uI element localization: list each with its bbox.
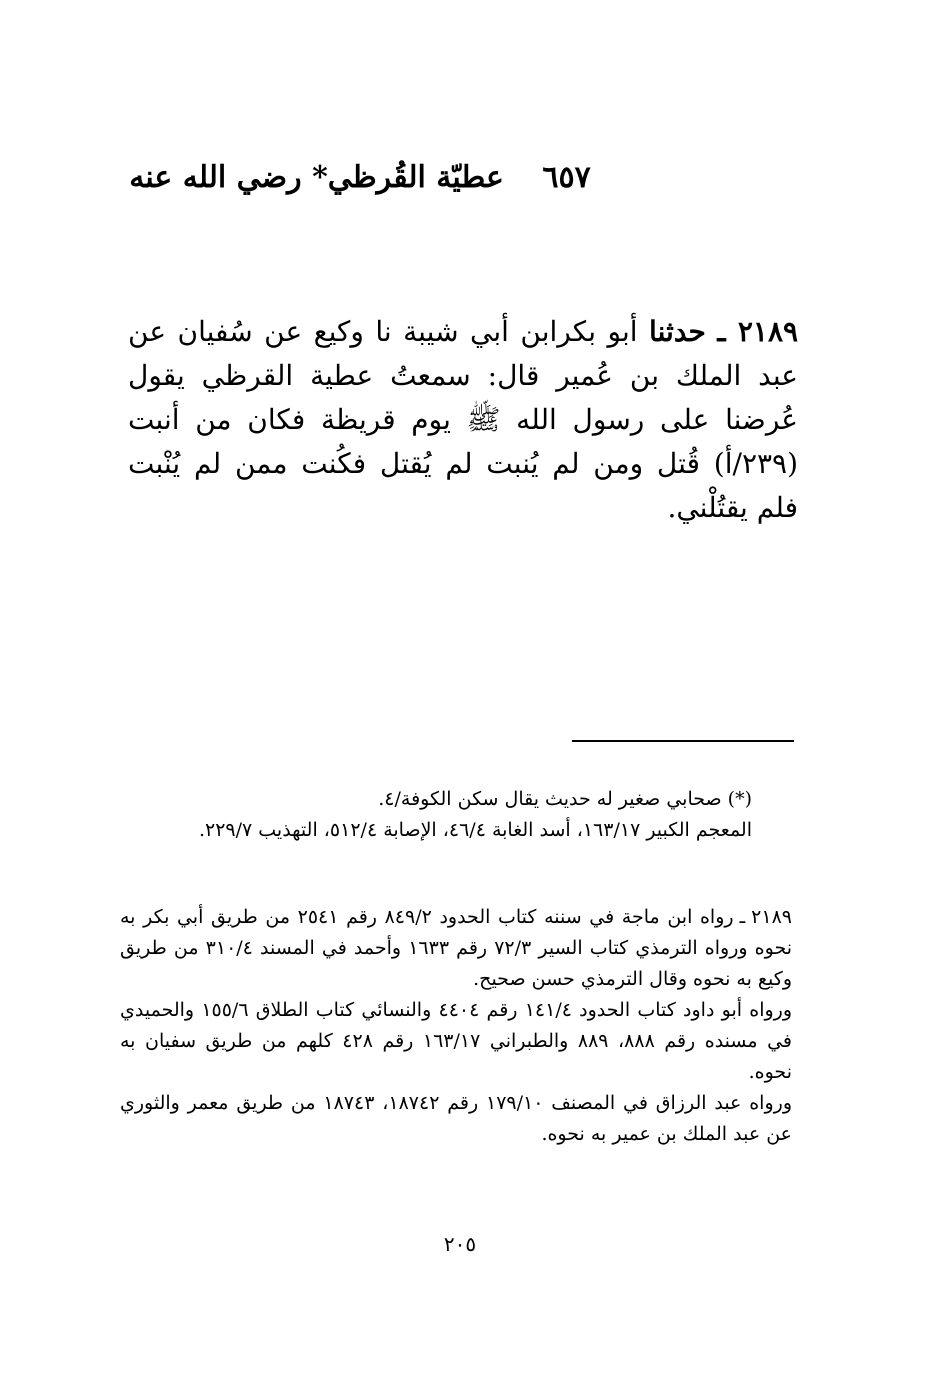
footnote-line: ورواه عبد الرزاق في المصنف ١٧٩/١٠ رقم ١٨٧٤٢، ١٨٧٤٣ من طريق معمر والثوري عن عبد الملك بن عمير به نحوه. [120, 1092, 792, 1145]
footnote-companion [122, 784, 752, 846]
footnote-line: ورواه أبو داود كتاب الحدود ١٤١/٤ رقم ٤٤٠٤ والنسائي كتاب الطلاق ١٥٥/٦ والحميدي في مسنده رقم ٨٨٨، ٨٨٩ والطبراني ١٦٣/١٧ رقم ٤٢٨ كلهم من طريق سفيان به نحوه. [120, 999, 792, 1083]
footnote-body [120, 902, 792, 1150]
page-number: ٢٠٥ [443, 1232, 477, 1256]
hadith-body: أبو بكرابن أبي شيبة نا وكيع عن سُفيان عن عبد الملك بن عُمير قال: سمعتُ عطية القرظي يقول عُرضنا على رسول الله ﷺ يوم قريظة فكان من أنبت (٢٣٩/أ) قُتل ومن لم يُنبت لم يُقتل فكُنت ممن لم يُنْبت فلم يقتُلْني. [128, 315, 798, 524]
footnote-hadith [120, 902, 792, 1150]
chapter-heading [120, 160, 600, 195]
footnote-number: ٢١٨٩ ـ [739, 906, 792, 928]
footnote-line: (*) صحابي صغير له حديث يقال سكن الكوفة/٤. [378, 788, 752, 810]
chapter-number: ٦٥٧ [542, 160, 591, 195]
hadith-number: ٢١٨٩ ـ [717, 315, 799, 348]
footnote-line: رواه ابن ماجة في سننه كتاب الحدود ٨٤٩/٢ رقم ٢٥٤١ من طريق أبي بكر به نحوه ورواه الترمذي كتاب السير ٧٢/٣ رقم ١٦٣٣ وأحمد في المسند ٣١٠/٤ من طريق وكيع به نحوه وقال الترمذي حسن صحيح. [120, 906, 792, 990]
chapter-title: عطيّة القُرظي* رضي الله عنه [129, 160, 504, 195]
footnote-divider [572, 740, 794, 742]
footnote-line: المعجم الكبير ١٦٣/١٧، أسد الغابة ٤٦/٤، الإصابة ٥١٢/٤، التهذيب ٢٢٩/٧. [198, 819, 752, 841]
hadith-lead-word: حدثنا [649, 315, 706, 348]
hadith-text [128, 310, 798, 530]
